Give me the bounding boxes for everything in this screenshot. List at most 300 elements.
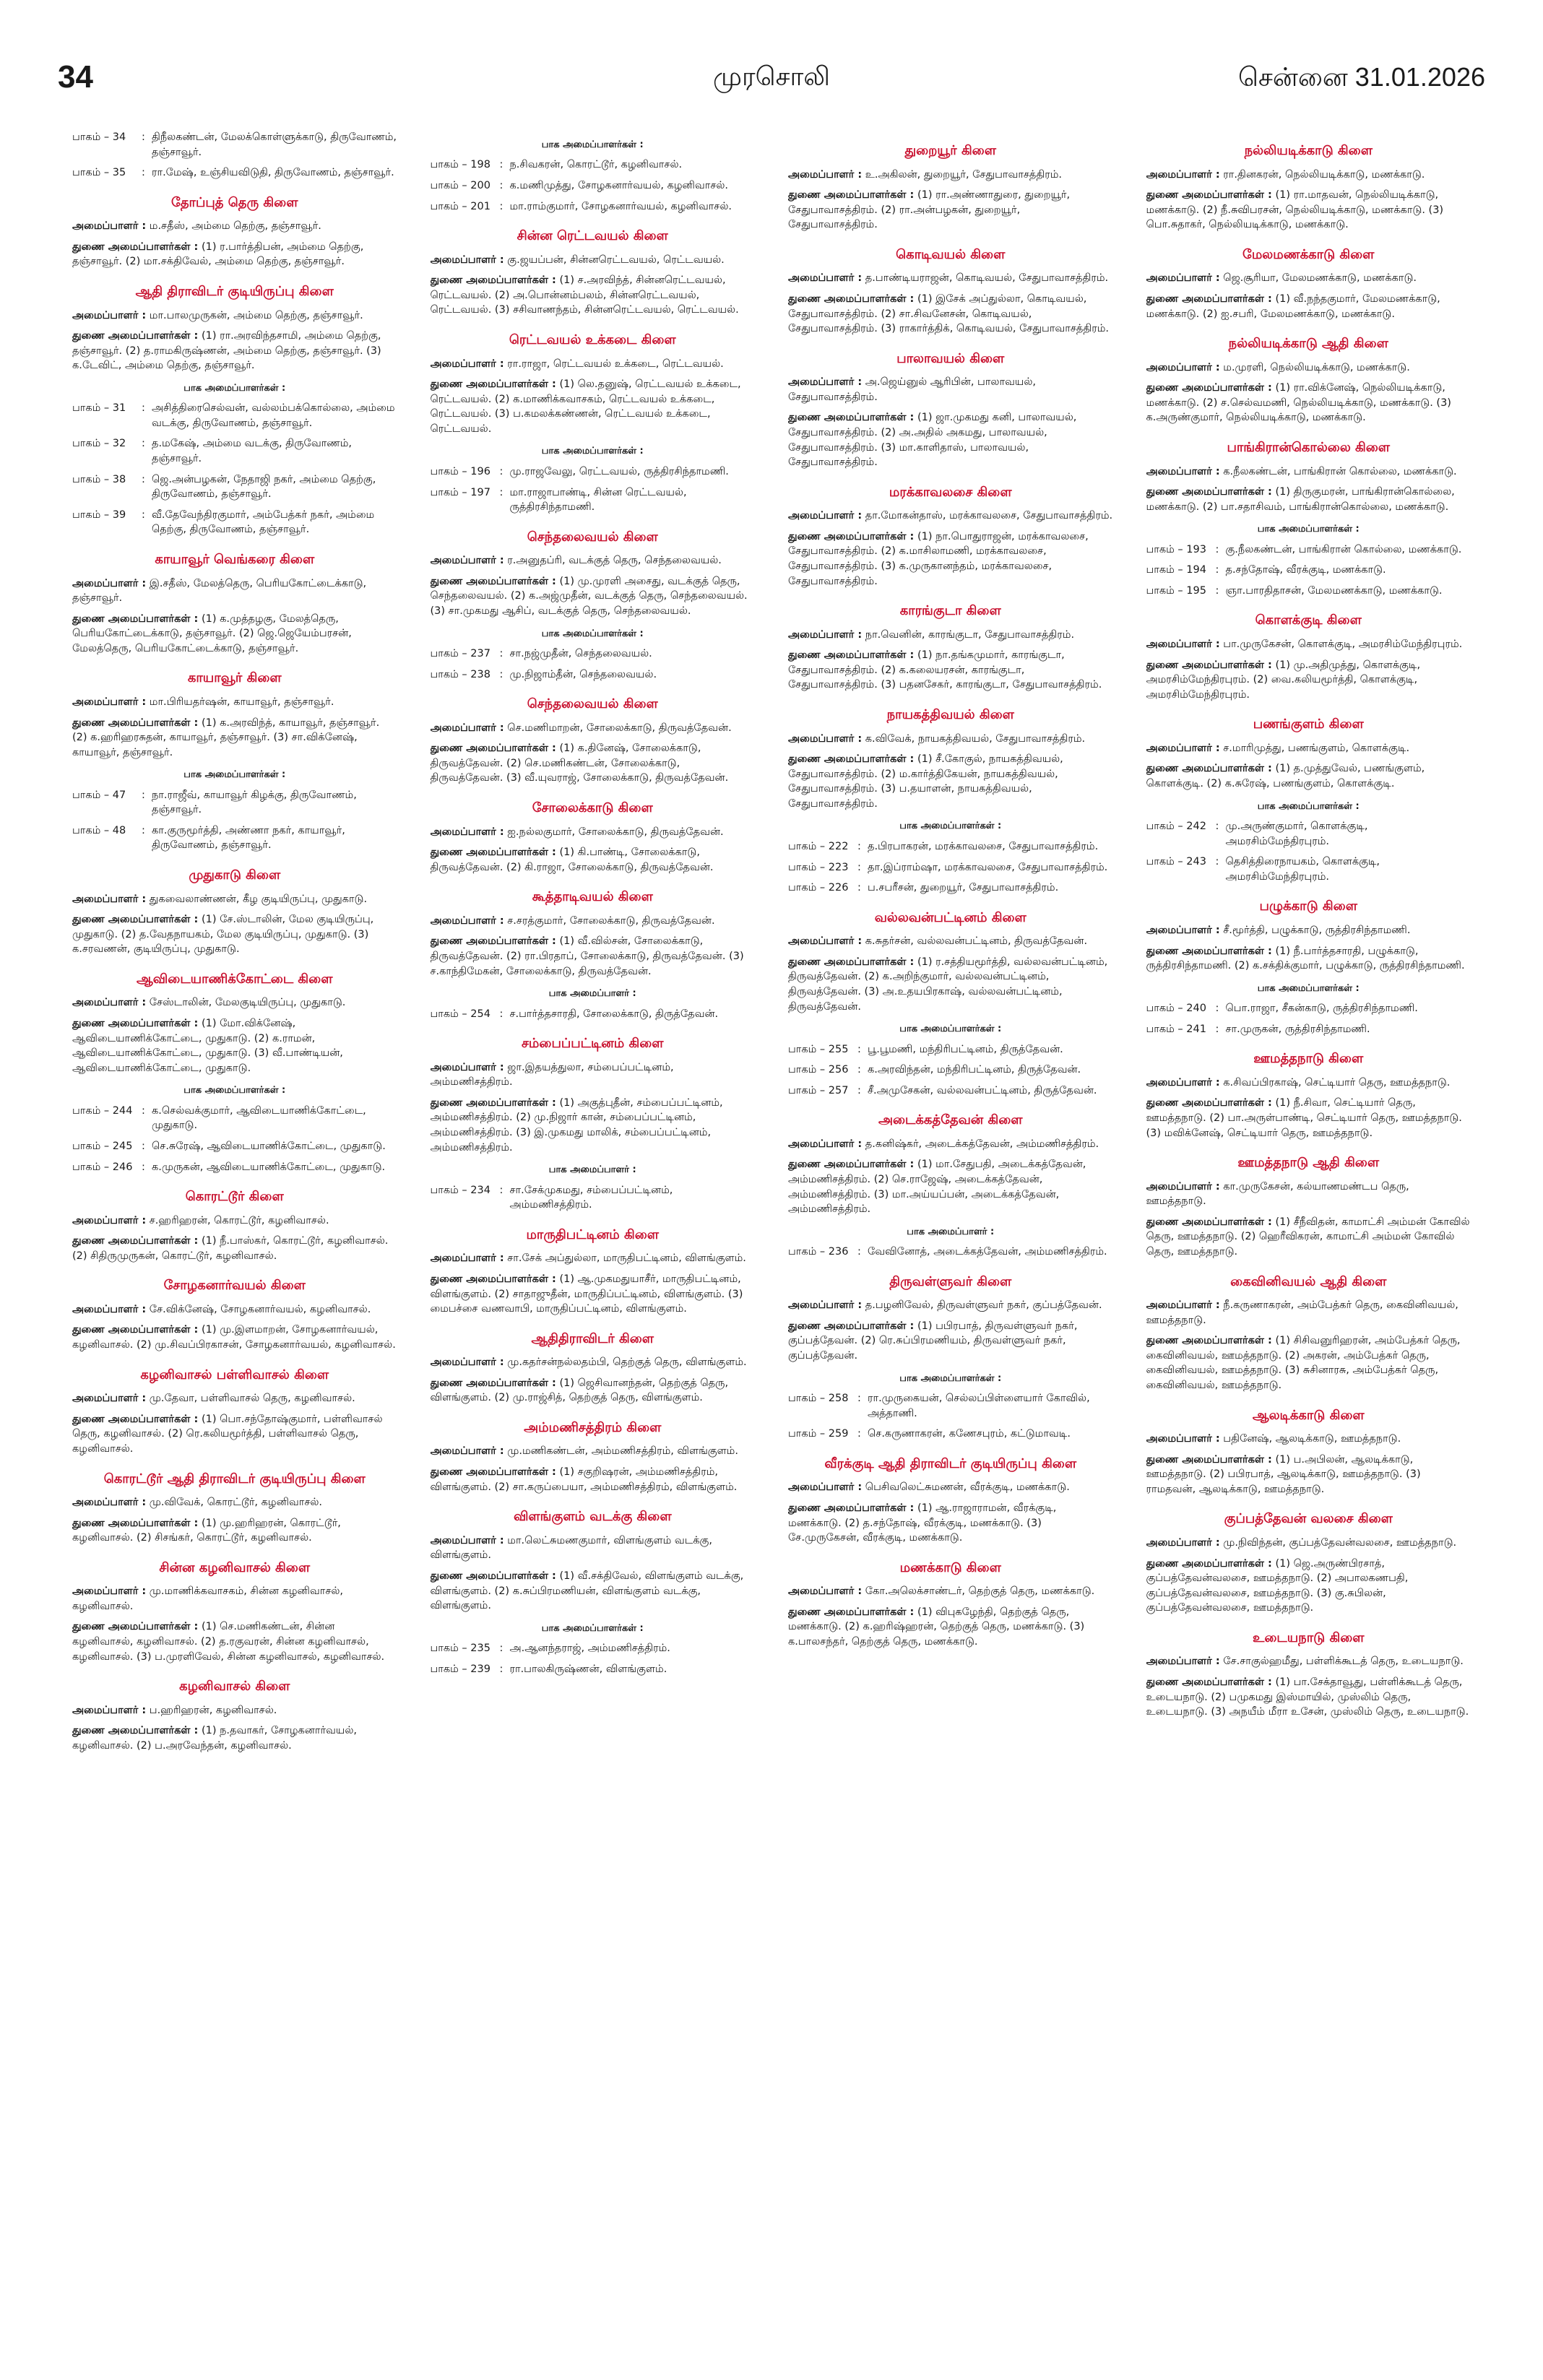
role-label: அமைப்பாளர் : [788,1481,863,1494]
branch-title: மணக்காடு கிளை [899,1559,1001,1575]
role-label: அமைப்பாளர் : [72,309,147,321]
booth-member: த.சந்தோஷ், வீரக்குடி, மணக்காடு. [1225,564,1386,576]
booth-row [72,472,397,502]
member-entry [431,1376,756,1406]
branch-section [788,1273,1113,1442]
member-entry [1146,1453,1471,1497]
member-entry [72,995,397,1011]
colon-separator: : [142,131,145,143]
member-entry [1146,1076,1471,1091]
booth-row [431,464,756,480]
member-names: (1) ஜா.முகமது கனி, பாலாவயல், சேதுபாவாசத்திரம். (2) அ.அதில் அகமது, பாலாவயல், சேதுபாவாசத்திரம். (3) மா.காளிதாஸ், பாலாவயல், சேதுபாவாசத்திரம். [788,412,1077,469]
member-entry [1146,923,1471,938]
member-names: (1) சே.ஸ்டாலின், மேல குடியிருப்பு, முதுகாடு. (2) த.வேதநாயகம், மேல குடியிருப்பு, முதுகாடு. (3) க.சரவணன், குடியிருப்பு, முதுகாடு. [72,914,374,956]
role-label: துணை அமைப்பாளர்கள் : [430,743,556,755]
member-entry [431,1465,756,1494]
booth-row [1146,854,1471,884]
colon-separator: : [142,509,145,521]
role-label: அமைப்பாளர் : [1146,924,1220,936]
branch-section [72,282,397,537]
booth-row [431,1662,756,1677]
booth-row [72,130,397,160]
member-entry [431,1444,756,1459]
booth-heading: பாக அமைப்பாளர்கள் : [541,446,644,457]
booth-row [1146,819,1471,849]
member-names: ஜெ.சூரியா, மேலமணக்காடு, மணக்காடு. [1223,272,1417,285]
role-label: துணை அமைப்பாளர்கள் : [430,1096,556,1109]
member-names: (1) சீ.கோகுல், நாயகத்திவயல், சேதுபாவாசத்திரம். (2) ம.கார்த்திகேயன், நாயகத்திவயல், சேதுபாவாசத்திரம். (3) ப.தயாளன், நாயகத்திவயல், சேதுபாவாசத்திரம். [788,753,1063,810]
branch-section [431,227,756,318]
member-entry [72,576,397,606]
booth-number: பாகம் – 226 [788,882,849,894]
member-entry [1146,1215,1471,1260]
booth-heading: பாக அமைப்பாளர்கள் : [183,769,286,781]
booth-member: வீ.தேவேந்திரகுமார், அம்பேத்கர் நகர், அம்மை தெற்கு, திருவோணம், தஞ்சாவூர். [152,509,375,536]
member-entry [1146,761,1471,791]
booth-number: பாகம் – 198 [430,159,490,171]
booth-row [431,178,756,194]
role-label: அமைப்பாளர் : [72,1214,147,1226]
column-1 [72,130,397,2355]
branch-section [431,695,756,786]
role-label: துணை அமைப்பாளர்கள் : [1146,659,1272,671]
role-label: துணை அமைப்பாளர்கள் : [1146,486,1272,498]
member-entry [1146,292,1471,321]
member-entry [431,914,756,929]
booth-number: பாகம் – 193 [1146,543,1206,555]
colon-separator: : [142,402,145,415]
booth-heading: பாக அமைப்பாளர்கள் : [183,1085,286,1096]
edition-date: சென்னை 31.01.2026 [1237,62,1485,92]
booth-number: பாகம் – 32 [72,438,126,450]
colon-separator: : [142,438,145,450]
member-names: கா.முருகேசன், கல்யாணமண்டப தெரு, ஊமத்தநாடு. [1146,1180,1409,1208]
role-label: துணை அமைப்பாளர்கள் : [1146,945,1272,957]
member-names: அ.ஜெய்னுல் ஆரிபின், பாலாவயல், சேதுபாவாசத்திரம். [788,376,1036,403]
member-entry [72,1391,397,1406]
booth-member: ரா.மேஷ், உஞ்சியவிடுதி, திருவோணம், தஞ்சாவூர். [152,167,394,179]
member-names: சே.சாகுல்ஹமீது, பள்ளிக்கூடத் தெரு, உடையநாடு. [1223,1656,1464,1668]
booth-number: பாகம் – 245 [72,1140,133,1152]
member-entry [431,1096,756,1155]
branch-title: காயாவூர் கிளை [187,670,282,686]
role-label: துணை அமைப்பாளர்கள் : [72,330,199,342]
booth-number: பாகம் – 236 [788,1246,849,1258]
booth-number: பாகம் – 34 [72,131,126,143]
member-names: கு.ஜயப்பன், சின்னரெட்டவயல், ரெட்டவயல். [507,254,725,266]
branch-section [72,669,397,853]
colon-separator: : [1215,543,1219,555]
branch-section [72,1677,397,1753]
member-names: (1) நீ.பாஸ்கர், கொரட்டூர், கழனிவாசல். (2) சிதிருமுருகன், கொரட்டூர், கழனிவாசல். [72,1235,389,1262]
member-names: (1) நீ.பார்த்தசாரதி, பழுக்காடு, ருத்திரசிந்தாமணி. (2) க.சக்திக்குமார், பழுக்காடு, ருத்திரசிந்தாமணி. [1146,945,1465,972]
booth-number: பாகம் – 258 [788,1393,849,1405]
branch-section [431,1419,756,1494]
booth-member: கா.குருமூர்த்தி, அண்ணா நகர், காயாவூர், திருவோணம், தஞ்சாவூர். [152,824,345,852]
role-label: அமைப்பாளர் : [72,1497,147,1509]
member-names: (1) ந.தவாகர், சோழகனார்வயல், கழனிவாசல். (2) ப.அரவேந்தன், கழனிவாசல். [72,1725,357,1752]
booth-member: சீ.அமுசேகன், வல்லவன்பட்டினம், திருத்தேவன். [868,1084,1097,1096]
branch-section [431,331,756,515]
colon-separator: : [499,180,503,192]
colon-separator: : [499,486,503,498]
branch-section [72,1276,397,1352]
member-entry [431,1272,756,1317]
member-entry [431,1569,756,1614]
member-entry [788,1501,1113,1546]
branch-title: திருவள்ளுவர் கிளை [889,1273,1012,1289]
role-label: துணை அமைப்பாளர்கள் : [788,530,915,542]
booth-row [431,646,756,662]
member-entry [431,721,756,736]
booth-member: க.அரவிந்தன், மந்திரிபட்டினம், திருத்தேவன். [868,1064,1081,1076]
member-entry [788,529,1113,589]
role-label: துணை அமைப்பாளர்கள் : [1146,1557,1272,1570]
booth-number: பாகம் – 254 [430,1008,490,1020]
booth-member: த.மகேஷ், அம்மை வடக்கு, திருவோணம், தஞ்சாவூர். [152,438,353,465]
booth-member: பூ.பூமணி, மந்திரிபட்டினம், திருத்தேவன். [868,1043,1063,1055]
member-names: மு.நிவிந்தன், குப்பத்தேவன்வலசை, ஊமத்தநாடு. [1223,1536,1457,1549]
member-entry [72,1495,397,1510]
booth-row [788,1391,1113,1421]
booth-row [788,860,1113,875]
branch-title: பாங்கிரான்கொல்லை கிளை [1227,440,1391,455]
branch-section [788,483,1113,589]
member-entry [72,1703,397,1718]
member-entry [788,271,1113,286]
booth-heading: பாக அமைப்பாளர்கள் : [541,139,644,150]
booth-member: ரா.முருகையன், செல்லப்பிள்ளையார் கோவில், அத்தாணி. [868,1393,1090,1419]
role-label: துணை அமைப்பாளர்கள் : [1146,1453,1272,1466]
member-names: சீ.மூர்த்தி, பழுக்காடு, ருத்திரசிந்தாமணி. [1223,924,1411,936]
booth-number: பாகம் – 223 [788,861,849,873]
member-entry [72,1723,397,1753]
branch-section [72,194,397,269]
branch-title: பழுக்காடு கிளை [1259,899,1357,914]
role-label: அமைப்பாளர் : [788,935,863,948]
role-label: அமைப்பாளர் : [430,555,504,567]
role-label: அமைப்பாளர் : [788,510,863,522]
member-names: (1) ப.அபிலன், ஆலடிக்காடு, ஊமத்தநாடு. (2) பபிரபாத், ஆலடிக்காடு, ஊமத்தநாடு. (3) ராமதவன், ஆலடிக்காடு, ஊமத்தநாடு. [1146,1453,1421,1495]
role-label: துணை அமைப்பாளர்கள் : [788,649,915,662]
role-label: துணை அமைப்பாளர்கள் : [430,847,556,859]
role-label: துணை அமைப்பாளர்கள் : [430,1377,556,1389]
booth-number: பாகம் – 234 [430,1184,490,1196]
branch-title: ஆவிடையாணிக்கோட்டை கிளை [137,971,333,987]
member-entry [72,1302,397,1317]
booth-number: பாகம் – 246 [72,1161,133,1173]
booth-number: பாகம் – 242 [1146,821,1206,833]
member-entry [788,1157,1113,1216]
branch-title: கைவினிவயல் ஆதி கிளை [1230,1273,1387,1289]
branch-section [788,602,1113,693]
member-entry [1146,381,1471,425]
member-names: சேஸ்டாலின், மேலகுடியிருப்பு, முதுகாடு. [149,997,346,1009]
member-names: மு.கதர்சன்நல்லதம்பி, தெற்குத் தெரு, விளங்குளம். [507,1356,747,1369]
role-label: அமைப்பாளர் : [72,577,147,589]
member-entry [431,741,756,786]
colon-separator: : [857,1428,861,1440]
member-names: (1) விபுகழேந்தி, தெற்குத் தெரு, மணக்காடு. (2) க.ஹரிஷ்ஹரன், தெற்குத் தெரு, மணக்காடு. (3) க.பாலசந்தர், தெற்குத் தெரு, மணக்காடு. [788,1606,1085,1648]
branch-section [1146,715,1471,884]
member-names: த.பாண்டியராஜன், கொடிவயல், சேதுபாவாசத்திரம். [865,272,1109,285]
role-label: அமைப்பாளர் : [430,1356,504,1369]
role-label: அமைப்பாளர் : [1146,1656,1220,1668]
booth-number: பாகம் – 257 [788,1084,849,1096]
member-entry [431,1251,756,1266]
branch-section [788,350,1113,470]
member-names: பெசிவலெட்சுமணன், வீரக்குடி, மணக்காடு. [865,1481,1070,1494]
member-names: நா.வெனின், காரங்குடா, சேதுபாவாசத்திரம். [865,628,1075,641]
booth-row [788,880,1113,896]
booth-member: மு.ராஜவேலு, ரெட்டவயல், ருத்திரசிந்தாமணி. [509,465,729,477]
booth-number: பாகம் – 243 [1146,856,1206,868]
role-label: அமைப்பாளர் : [72,1393,147,1405]
role-label: அமைப்பாளர் : [1146,272,1220,285]
booth-number: பாகம் – 239 [430,1663,490,1675]
member-names: உ.அகிலன், துறையூர், சேதுபாவாசத்திரம். [865,168,1063,181]
colon-separator: : [1215,584,1219,597]
role-label: துணை அமைப்பாளர்கள் : [72,613,199,625]
role-label: அமைப்பாளர் : [1146,465,1220,477]
booth-number: பாகம் – 256 [788,1064,849,1076]
role-label: துணை அமைப்பாளர்கள் : [430,935,556,948]
member-names: க.சுதர்சன், வல்லவன்பட்டினம், திருவத்தேவன். [865,935,1088,948]
booth-row [72,1104,397,1133]
member-entry [431,553,756,568]
branch-title: நல்லியடிக்காடு ஆதி கிளை [1228,336,1388,352]
member-names: ஜா.இதயத்துலா, சம்பைப்பட்டினம், அம்மணிசத்திரம். [430,1061,674,1089]
booth-row [431,485,756,515]
branch-section [72,550,397,656]
role-label: துணை அமைப்பாளர்கள் : [788,189,915,202]
newspaper-name: முரசொலி [713,62,830,92]
member-entry [72,308,397,324]
member-entry [1146,1654,1471,1669]
booth-member: நா.ராஜீவ், காயாவூர் கிழக்கு, திருவோணம், தஞ்சாவூர். [152,789,357,816]
member-names: (1) ர.சத்தியமூர்த்தி, வல்லவன்பட்டினம், திருவத்தேவன். (2) க.அறிந்குமார், வல்லவன்பட்டினம், திருவத்தேவன். (3) அ.உதயபிரகாஷ், வல்லவன்பட்டினம், திருவத்தேவன். [788,956,1108,1013]
role-label: துணை அமைப்பாளர்கள் : [430,575,556,587]
booth-row [1146,1022,1471,1037]
branch-section [431,1226,756,1317]
colon-separator: : [1215,564,1219,576]
member-entry [431,377,756,436]
booth-number: பாகம் – 200 [430,180,490,192]
member-entry [1146,741,1471,756]
branch-title: கழனிவாசல் கிளை [179,1679,290,1695]
colon-separator: : [499,1643,503,1655]
member-names: த.கனிஷ்கர், அடைக்கத்தேவன், அம்மணிசத்திரம். [865,1138,1099,1150]
member-entry [1146,1180,1471,1209]
member-entry [1146,464,1471,480]
member-entry [788,292,1113,337]
booth-heading: பாக அமைப்பாளர்கள் : [899,821,1002,832]
role-label: அமைப்பாளர் : [430,1061,504,1073]
branch-section [788,1455,1113,1546]
colon-separator: : [1215,1023,1219,1035]
colon-separator: : [857,861,861,873]
role-label: துணை அமைப்பாளர்கள் : [430,1273,556,1285]
booth-member: மா.ராம்குமார், சோழகனார்வயல், கழனிவாசல். [509,200,732,212]
role-label: துணை அமைப்பாளர்கள் : [788,293,915,305]
role-label: துணை அமைப்பாளர்கள் : [1146,763,1272,775]
booth-member: வேவினோத், அடைக்கத்தேவன், அம்மணிசத்திரம். [868,1246,1107,1258]
colon-separator: : [1215,1003,1219,1015]
member-entry [1146,168,1471,183]
booth-row [72,1139,397,1154]
member-names: சா.சேக் அப்துல்லா, மாருதிபட்டினம், விளங்குளம். [507,1252,746,1265]
colon-separator: : [857,1393,861,1405]
booth-member: மு.நிஜாம்தீன், செந்தலைவயல். [509,668,657,680]
member-names: மு.தேவா, பள்ளிவாசல் தெரு, கழனிவாசல். [149,1393,355,1405]
branch-section [1146,611,1471,702]
role-label: அமைப்பாளர் : [1146,1180,1220,1193]
role-label: துணை அமைப்பாளர்கள் : [72,1413,199,1425]
member-entry [1146,188,1471,233]
branch-title: கொளக்குடி கிளை [1255,613,1362,628]
member-entry [431,357,756,372]
booth-row [1146,542,1471,558]
member-entry [431,1533,756,1563]
member-names: (1) க.முத்தழகு, மேலத்தெரு, பெரியகோட்டைக்காடு, தஞ்சாவூர். (2) ஜெ.ஜெயேம்பரசன், மேலத்தெரு, பெரியகோட்டைக்காடு, தஞ்சாவூர். [72,613,352,654]
branch-section [788,1111,1113,1259]
member-names: (1) ரா.அண்ணாதுரை, துறையூர், சேதுபாவாசத்திரம். (2) ரா.அன்பழகன், துறையூர், சேதுபாவாசத்திரம். [788,189,1071,231]
role-label: துணை அமைப்பாளர்கள் : [430,1466,556,1479]
booth-member: அசித்திரைசெல்வன், வல்லம்பக்கொல்லை, அம்மை வடக்கு, திருவோணம், தஞ்சாவூர். [152,402,395,429]
member-names: (1) க.தினேஷ், சோலைக்காடு, திருவத்தேவன். (2) செ.மணிகண்டன், சோலைக்காடு, திருவத்தேவன். (3) வீ.யுவராஜ், சோலைக்காடு, திருவத்தேவன். [430,743,729,784]
booth-member: ப.சபரீசன், துறையூர், சேதுபாவாசத்திரம். [868,882,1059,894]
booth-member: ச.பார்த்தசாரதி, சோலைக்காடு, திருத்தேவன். [509,1008,719,1020]
member-entry [431,1355,756,1370]
booth-number: பாகம் – 197 [430,486,490,498]
colon-separator: : [142,473,145,485]
member-entry [1146,658,1471,703]
member-names: (1) பா.சேக்தாவூது, பள்ளிக்கூடத் தெரு, உடையநாடு. (2) பமுகமது இஸ்மாயில், முஸ்லிம் தெரு, உடையநாடு. (3) அநயீம் மீரா உசேன், முஸ்லிம் தெரு, உடையநாடு. [1146,1676,1469,1718]
role-label: அமைப்பாளர் : [788,168,863,181]
booth-number: பாகம் – 31 [72,402,126,415]
branch-title: பாலாவயல் கிளை [896,350,1005,366]
branch-section [72,1470,397,1546]
member-names: ச.சரத்குமார், சோலைக்காடு, திருவத்தேவன். [507,914,715,927]
member-names: (1) சகுறிஷரன், அம்மணிசத்திரம், விளங்குளம். (2) சா.கருப்பையா, அம்மணிசத்திரம், விளங்குளம். [430,1466,738,1493]
role-label: அமைப்பாளர் : [72,893,147,905]
role-label: துணை அமைப்பாளர்கள் : [1146,1335,1272,1347]
member-names: (1) கி.பாண்டி, சோலைக்காடு, திருவத்தேவன். (2) கி.ராஜா, சோலைக்காடு, திருவத்தேவன். [430,847,714,873]
member-names: மா.பாலமுருகன், அம்மை தெற்கு, தஞ்சாவூர். [149,309,363,321]
booth-member: த.பிரபாகரன், மரக்காவலசை, சேதுபாவாசத்திரம். [868,840,1099,852]
role-label: அமைப்பாளர் : [430,914,504,927]
member-names: க.நீலகண்டன், பாங்கிரான் கொல்லை, மணக்காடு. [1223,465,1457,477]
role-label: அமைப்பாளர் : [1146,361,1220,373]
member-entry [1146,271,1471,286]
branch-title: கழனிவாசல் பள்ளிவாசல் கிளை [140,1367,329,1382]
member-entry [788,1298,1113,1313]
booth-row [72,165,397,181]
colon-separator: : [499,1008,503,1020]
role-label: அமைப்பாளர் : [788,732,863,745]
branch-title: துறையூர் கிளை [904,143,996,158]
member-names: மு.மணிகண்டன், அம்மணிசத்திரம், விளங்குளம். [507,1445,738,1458]
member-names: (1) வீ.நந்தகுமார், மேலமணக்காடு, மணக்காடு. (2) ஐ.சபரி, மேலமணக்காடு, மணக்காடு. [1146,293,1440,320]
branch-section [1146,246,1471,321]
booth-member: க.செல்வக்குமார், ஆவிடையாணிக்கோட்டை, முதுகாடு. [152,1104,366,1132]
member-entry [431,273,756,318]
member-names: துகவைலாண்ணன், கீழ குடியிருப்பு, முதுகாடு. [149,893,368,905]
branch-title: அம்மணிசத்திரம் கிளை [524,1419,662,1435]
booth-member: கு.நீலகண்டன், பாங்கிரான் கொல்லை, மணக்காடு. [1225,543,1462,555]
member-entry [72,716,397,761]
role-label: துணை அமைப்பாளர்கள் : [1146,1216,1272,1228]
colon-separator: : [857,882,861,894]
booth-heading: பாக அமைப்பாளர்கள் : [1257,800,1360,812]
member-names: (1) ரா.மாதவன், நெல்லியடிக்காடு, மணக்காடு. (2) நீ.சுவிபரசன், நெல்லியடிக்காடு, மணக்காடு. (3) பொ.சுதாகர், நெல்லியடிக்காடு, மணக்காடு. [1146,189,1444,231]
role-label: அமைப்பாளர் : [430,826,504,838]
member-entry [1146,1432,1471,1447]
page-header [0,0,1543,108]
member-names: மு.மாணிக்கவாசகம், சின்ன கழனிவாசல், கழனிவாசல். [72,1585,343,1612]
member-entry [788,1584,1113,1599]
booth-row [431,157,756,173]
branch-section [1146,1510,1471,1615]
colon-separator: : [499,668,503,680]
member-entry [1146,1675,1471,1720]
member-names: ர.அனுதப்ரி, வடக்குத் தெரு, செந்தலைவயல். [507,555,722,567]
member-names: தா.மோகன்தாஸ், மரக்காவலசை, சேதுபாவாசத்திரம். [865,510,1113,522]
colon-separator: : [857,1246,861,1258]
branch-title: அடைக்கத்தேவன் கிளை [878,1112,1023,1128]
role-label: துணை அமைப்பாளர்கள் : [72,1725,199,1737]
member-entry [788,628,1113,643]
branch-title: குப்பத்தேவன் வலசை கிளை [1224,1511,1393,1527]
role-label: அமைப்பாளர் : [72,1303,147,1315]
member-names: செ.மணிமாறன், சோலைக்காடு, திருவத்தேவன். [507,722,732,734]
branch-section [431,1034,756,1213]
branch-section [1146,1273,1471,1393]
booth-row [431,199,756,215]
member-names: (1) ஆ.முகமதுயாசீர், மாருதிபட்டினம், விளங்குளம். (2) சாதாஜுதீன், மாருதிப்பட்டினம், விளங்குளம். (3) மைபச்சை வணவாபி, மாருதிப்பட்டினம், விளங்குளம். [430,1273,743,1315]
member-names: (1) ர.பார்த்திபன், அம்மை தெற்கு, தஞ்சாவூர். (2) மா.சக்திவேல், அம்மை தெற்கு, தஞ்சாவூர். [72,241,364,268]
member-names: (1) வீ.வில்சன், சோலைக்காடு, திருவத்தேவன். (2) ரா.பிரதாப், சோலைக்காடு, திருவத்தேவன். (3) ச.காந்திமேகன், சோலைக்காடு, திருவத்தேவன். [430,935,744,977]
member-names: (1) சிசிவனுரிஹரன், அம்பேத்கர் தெரு, கைவினிவயல், ஊமத்தநாடு. (2) அகரன், அம்பேத்கர் தெரு, கைவினிவயல், ஊமத்தநாடு. (3) சுசினாரசு, அம்பேத்கர் தெரு, கைவினிவயல், ஊமத்தநாடு. [1146,1335,1461,1391]
branch-title: உடையநாடு கிளை [1253,1630,1365,1645]
branch-section [1146,334,1471,425]
role-label: அமைப்பாளர் : [788,376,863,389]
member-entry [788,375,1113,404]
member-entry [788,188,1113,233]
booth-number: பாகம் – 240 [1146,1003,1206,1015]
branch-section [1146,1406,1471,1497]
booth-row [72,508,397,537]
member-names: (1) ரா.அரவிந்தசாமி, அம்மை தெற்கு, தஞ்சாவூர். (2) த.ராமகிருஷ்ணன், அம்மை தெற்கு, தஞ்சாவூர். (3) க.டேவிட், அம்மை தெற்கு, தஞ்சாவூர். [72,330,381,372]
member-names: க.விவேக், நாயகத்திவயல், சேதுபாவாசத்திரம். [865,732,1086,745]
branch-section [431,139,756,214]
role-label: துணை அமைப்பாளர்கள் : [788,1320,915,1332]
member-names: (1) மோ.விக்னேஷ், ஆவிடையாணிக்கோட்டை, முதுகாடு. (2) க.ராமன், ஆவிடையாணிக்கோட்டை, முதுகாடு. (3) வீ.பாண்டியன், ஆவிடையாணிக்கோட்டை, முதுகாடு. [72,1018,343,1074]
booth-member: ஞா.பாரதிதாசன், மேலமணக்காடு, மணக்காடு. [1225,584,1443,597]
booth-heading: பாக அமைப்பாளர்கள் : [541,628,644,639]
colon-separator: : [857,1084,861,1096]
member-entry [431,845,756,875]
member-entry [72,1323,397,1352]
colon-separator: : [499,1663,503,1675]
role-label: துணை அமைப்பாளர்கள் : [788,1502,915,1514]
booth-row [1146,563,1471,578]
member-names: ரா.ராஜா, ரெட்டவயல் உக்கடை, ரெட்டவயல். [507,358,724,370]
role-label: அமைப்பாளர் : [430,358,504,370]
member-names: (1) சீநீவிதன், காமாட்சி அம்மன் கோவில் தெரு, ஊமத்தநாடு. (2) ஹெரீவிகரன், காமாட்சி அம்மன் கோவில் தெரு, ஊமத்தநாடு. [1146,1216,1470,1258]
booth-row [72,823,397,853]
member-names: மா.லெட்சுமணகுமார், விளங்குளம் வடக்கு, விளங்குளம். [430,1534,712,1562]
